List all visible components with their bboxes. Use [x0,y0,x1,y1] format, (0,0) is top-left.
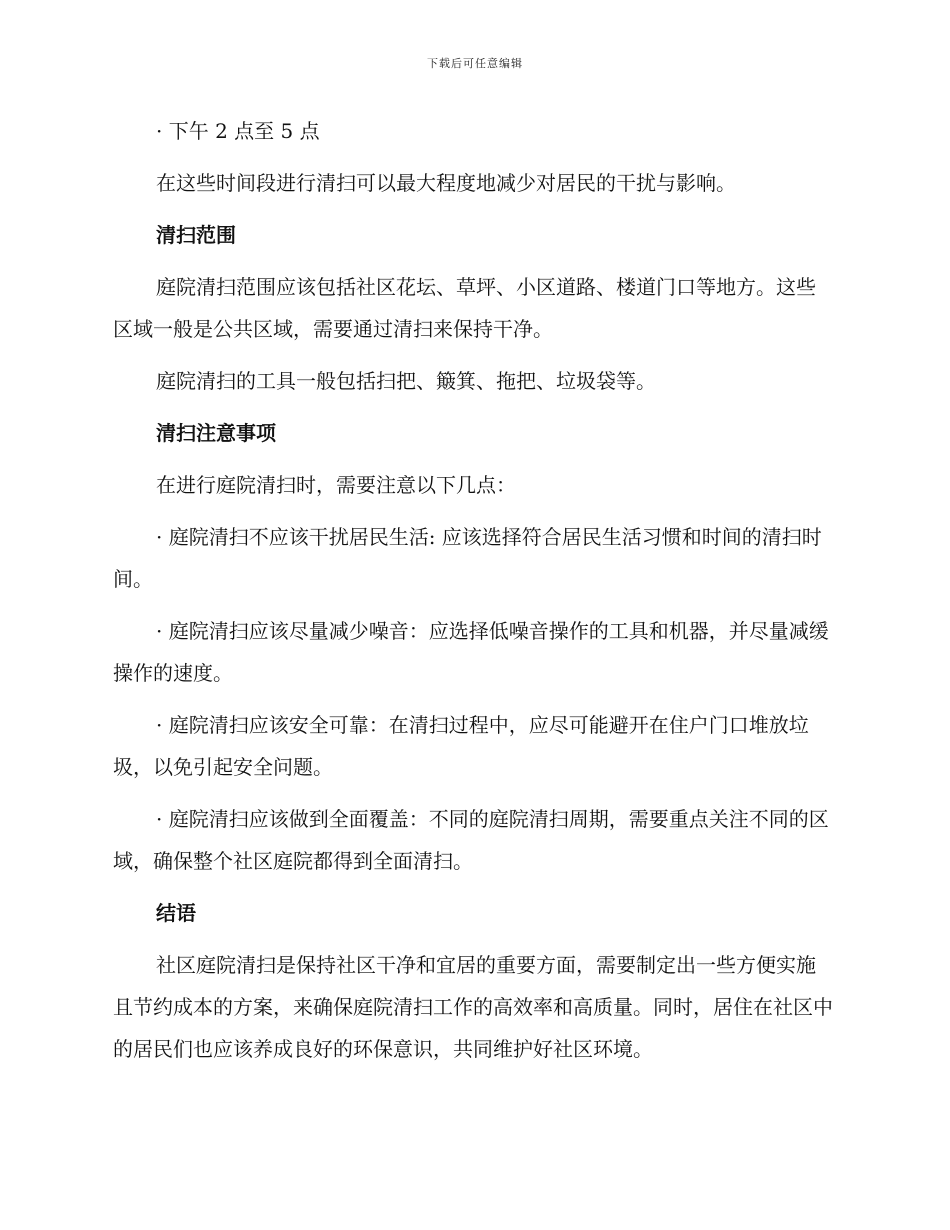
bullet-item: · 庭院清扫应该尽量减少噪音：应选择低噪音操作的工具和机器，并尽量减缓操作的速度。 [113,619,829,685]
paragraph-time-slot: · 下午 2 点至 5 点 [156,119,320,143]
paragraph-notes-intro: 在进行庭院清扫时，需要注意以下几点： [156,473,516,497]
bullet-item: · 庭院清扫不应该干扰居民生活: 应该选择符合居民生活习惯和时间的清扫时间。 [113,525,822,591]
paragraph-conclusion: 社区庭院清扫是保持社区干净和宜居的重要方面，需要制定出一些方便实施且节约成本的方案，来确保庭院清扫工作的高效率和高质量。同时，居住在社区中的居民们也应该养成良好的环保意识，共同维护好社区环境。 [113,953,833,1061]
paragraph-scope: 庭院清扫范围应该包括社区花坛、草坪、小区道路、楼道门口等地方。这些区域一般是公共区域，需要通过清扫来保持干净。 [113,275,816,341]
header-note: 下载后可任意编辑 [427,57,523,70]
heading-scope: 清扫范围 [156,223,236,247]
paragraph-tools: 庭院清扫的工具一般包括扫把、簸箕、拖把、垃圾袋等。 [156,369,656,393]
heading-conclusion: 结语 [156,901,196,925]
heading-notes: 清扫注意事项 [156,421,276,445]
paragraph-time-intro: 在这些时间段进行清扫可以最大程度地减少对居民的干扰与影响。 [156,171,736,195]
bullet-item: · 庭院清扫应该安全可靠：在清扫过程中，应尽可能避开在住户门口堆放垃圾，以免引起安全问题。 [113,713,809,779]
bullet-item: · 庭院清扫应该做到全面覆盖：不同的庭院清扫周期，需要重点关注不同的区域，确保整个社区庭院都得到全面清扫。 [113,807,829,873]
document-body [113,110,833,1070]
